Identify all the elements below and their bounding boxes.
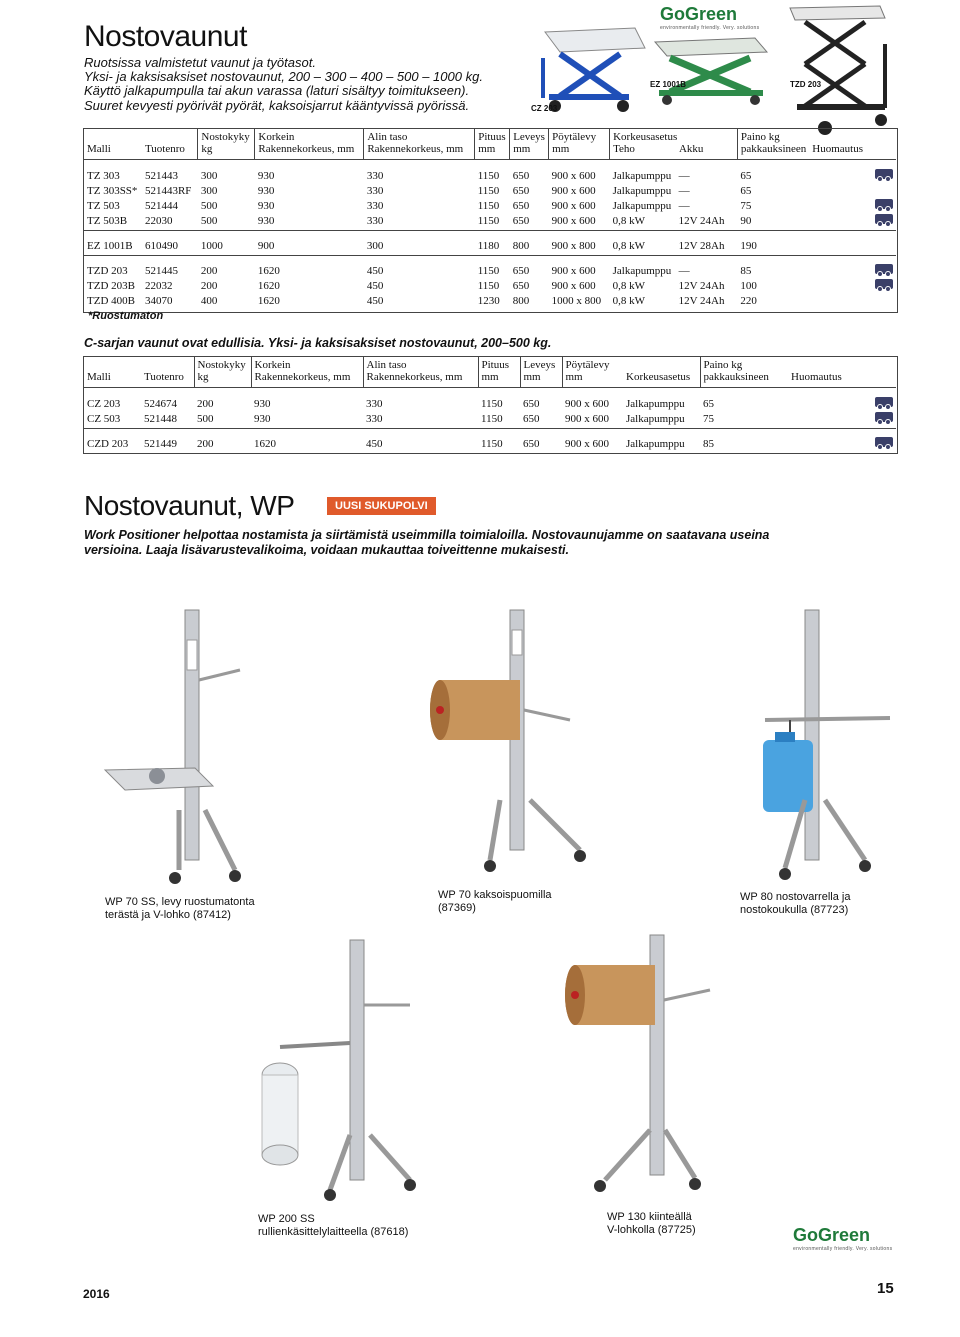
col-korkein: Korkein Rakennekorkeus, mm [255, 129, 364, 160]
table-cell: 521443RF [144, 185, 192, 197]
table-cell: 900 [257, 240, 275, 252]
table-cell: 200 [197, 398, 214, 410]
table-cell: 1620 [257, 265, 280, 277]
table-cell: CZ 503 [87, 413, 121, 425]
table-row [84, 292, 896, 307]
cz203-photo [525, 18, 650, 114]
table-cell: TZ 303 [87, 170, 120, 182]
table-cell: TZ 503 [87, 200, 120, 212]
remark-cell [809, 262, 896, 277]
table-cell: 1150 [481, 413, 503, 425]
table-cell: 450 [366, 265, 384, 277]
table-cell: 650 [512, 200, 530, 212]
table-cell: 900 x 600 [551, 215, 596, 227]
table-cell: 900 x 600 [565, 438, 609, 450]
table-row [84, 212, 896, 227]
header-separator-line [84, 388, 896, 396]
footnote: *Ruostumaton [88, 310, 164, 322]
remark-cell [788, 435, 896, 450]
table-cell: 200 [200, 265, 218, 277]
col-korkein: Korkein Rakennekorkeus, mm [251, 357, 363, 388]
remark-cell [809, 182, 896, 197]
wp130-photo [555, 930, 725, 1200]
table-row [84, 182, 896, 197]
table-cell: 900 x 600 [551, 170, 596, 182]
table-cell: 650 [512, 265, 530, 277]
table-cell: 900 x 600 [551, 200, 596, 212]
group-padding [84, 307, 896, 310]
table-cell: 90 [740, 215, 752, 227]
table-cell: 75 [703, 413, 714, 425]
table-row [84, 395, 896, 410]
table-cell: 1150 [477, 265, 500, 277]
table-cell: Jalkapumppu [612, 185, 672, 197]
year: 2016 [83, 1287, 110, 1301]
truck-icon [875, 169, 893, 179]
table-cell: Jalkapumppu [612, 265, 672, 277]
table-cell: 1150 [481, 438, 503, 450]
wp200ss-photo [240, 935, 440, 1205]
gogreen-logo-tagline: environmentally friendly. Very. solutions [660, 25, 760, 31]
table-cell: — [678, 200, 690, 212]
table-cell: 200 [197, 438, 214, 450]
table-cell: 900 x 600 [551, 185, 596, 197]
col-paino: Paino kg pakkauksineen [700, 357, 788, 388]
table-cell: 650 [512, 215, 530, 227]
truck-icon [875, 412, 893, 422]
table-cell: 1150 [477, 280, 500, 292]
table-cell: 450 [366, 295, 384, 307]
wp-section-title: Nostovaunut, WP [84, 490, 295, 521]
table-cell: 12V 24Ah [678, 280, 725, 292]
group-padding-cell [84, 307, 896, 310]
table-cell: 524674 [144, 398, 177, 410]
table-cell: 220 [740, 295, 757, 307]
col-leveys: Leveys mm [520, 357, 562, 388]
table-cell: 0,8 kW [612, 215, 645, 227]
table-cell: TZD 203 [87, 265, 128, 277]
table-cell: 330 [366, 413, 383, 425]
table-1-header-row [84, 129, 896, 160]
col-poytalevy: Pöytälevy mm [549, 129, 610, 160]
table-cell: 1180 [477, 240, 500, 252]
table-cell: 85 [740, 265, 752, 277]
table-cell: 900 x 600 [551, 280, 596, 292]
gogreen-logo-tagline: environmentally friendly. Very. solutions [793, 1246, 893, 1252]
table-cell: 521444 [144, 200, 178, 212]
table-cell: 930 [257, 215, 275, 227]
table-cell: Jalkapumppu [612, 170, 672, 182]
table-cell: 650 [512, 280, 530, 292]
gogreen-logo-text: GoGreen [793, 1225, 871, 1245]
table-cell: 930 [257, 170, 275, 182]
gogreen-logo-top [660, 4, 759, 31]
truck-icon [875, 279, 893, 289]
table-cell: 1620 [257, 280, 280, 292]
table-2-header-row [84, 357, 896, 388]
table-cell: 65 [740, 170, 752, 182]
table-cell: 330 [366, 170, 384, 182]
table-row [84, 435, 896, 450]
col-tuotenro: Tuotenro [144, 143, 185, 155]
table-cell: 1000 x 800 [551, 295, 602, 307]
table-cell: 521443 [144, 170, 178, 182]
table-cell: CZD 203 [87, 438, 129, 450]
intro-line: Käyttö jalkapumpulla tai akun varassa (laturi sisältyy toimitukseen). [84, 83, 470, 99]
remark-cell [809, 277, 896, 292]
table-cell: 65 [703, 398, 714, 410]
col-paino: Paino kg pakkauksineen [737, 129, 809, 160]
table-cell: 1150 [477, 215, 500, 227]
caption-wp130: WP 130 kiinteällä V-lohkolla (87725) [607, 1211, 696, 1236]
table-row [84, 410, 896, 425]
table-cell: 521449 [144, 438, 177, 450]
table-cell: 85 [703, 438, 714, 450]
col-pituus: Pituus mm [475, 129, 510, 160]
table-cell: 75 [740, 200, 752, 212]
table-cell: 330 [366, 200, 384, 212]
header-separator [84, 160, 896, 168]
table-cell: 400 [200, 295, 218, 307]
table-cell: 450 [366, 280, 384, 292]
table-cell: — [678, 185, 690, 197]
table-cell: 500 [200, 200, 218, 212]
group-padding [84, 450, 896, 453]
table-cell: — [678, 170, 690, 182]
table-cell: 190 [740, 240, 757, 252]
truck-icon [875, 199, 893, 209]
table-row [84, 167, 896, 182]
table-cell: 500 [197, 413, 214, 425]
table-row [84, 277, 896, 292]
col-huomautus: Huomautus [812, 143, 864, 155]
remark-cell [788, 410, 896, 425]
table-cell: 1150 [477, 170, 500, 182]
col-leveys: Leveys mm [510, 129, 549, 160]
table-2-heading: C-sarjan vaunut ovat edullisia. Yksi- ja kaksisaksiset nostovaunut, 200–500 kg. [84, 336, 552, 350]
table-cell: 900 x 600 [565, 413, 609, 425]
col-nostokyky: Nostokyky kg [198, 129, 255, 160]
table-cell: 650 [523, 438, 540, 450]
tzd203-label: TZD 203 [790, 80, 822, 89]
table-cell: 900 x 600 [565, 398, 609, 410]
page-number: 15 [877, 1280, 894, 1297]
wp70ss-photo [95, 600, 275, 890]
table-cell: TZD 400B [87, 295, 135, 307]
table-cell: 330 [366, 215, 384, 227]
table-cell: 930 [257, 185, 275, 197]
truck-icon [875, 264, 893, 274]
col-malli: Malli [87, 371, 111, 383]
table-cell: 100 [740, 280, 757, 292]
table-cell: 650 [512, 185, 530, 197]
table-cell: TZ 303SS* [87, 185, 138, 197]
col-poytalevy: Pöytälevy mm [562, 357, 623, 388]
remark-cell [809, 167, 896, 182]
gogreen-logo-bottom [793, 1225, 892, 1252]
table-row [84, 262, 896, 277]
table-cell: 12V 28Ah [678, 240, 725, 252]
table-cell: 500 [200, 215, 218, 227]
table-cell: Jalkapumppu [626, 438, 685, 450]
gogreen-logo-text: GoGreen [660, 4, 738, 24]
caption-wp80: WP 80 nostovarrella ja nostokoukulla (87723) [740, 891, 851, 916]
truck-icon [875, 397, 893, 407]
header-separator [84, 388, 896, 396]
truck-icon [875, 214, 893, 224]
table-cell: 1150 [477, 185, 500, 197]
table-cell: 1000 [200, 240, 223, 252]
group-padding-cell [84, 450, 896, 453]
table-cell: 300 [200, 170, 218, 182]
table-cell: EZ 1001B [87, 240, 133, 252]
tzd203-photo [785, 4, 897, 140]
remark-cell [788, 395, 896, 410]
table-cell: Jalkapumppu [626, 413, 685, 425]
table-cell: 800 [512, 295, 530, 307]
table-cell: 521445 [144, 265, 178, 277]
col-tuotenro: Tuotenro [144, 371, 184, 383]
intro-line: Suuret kevyesti pyörivät pyörät, kaksoisjarrut kääntyvissä pyörissä. [84, 97, 470, 113]
table-cell: 1620 [257, 295, 280, 307]
ez1001b-photo [645, 28, 775, 108]
table-cell: 12V 24Ah [678, 295, 725, 307]
table-cell: — [678, 265, 690, 277]
table-cell: 0,8 kW [612, 240, 645, 252]
table-cell: 300 [366, 240, 384, 252]
truck-icon [875, 437, 893, 447]
table-cell: 1620 [254, 438, 276, 450]
remark-cell [809, 197, 896, 212]
table-cell: 930 [257, 200, 275, 212]
col-alin: Alin taso Rakennekorkeus, mm [364, 129, 475, 160]
table-cell: 65 [740, 185, 752, 197]
table-cell: Jalkapumppu [612, 200, 672, 212]
ez1001b-label: EZ 1001B [650, 80, 687, 89]
remark-cell [809, 212, 896, 227]
table-cell: TZ 503B [87, 215, 128, 227]
table-cell: 650 [512, 170, 530, 182]
col-huomautus: Huomautus [791, 371, 842, 383]
table-cell: 650 [523, 398, 540, 410]
header-separator-line [84, 160, 896, 168]
col-nostokyky: Nostokyky kg [194, 357, 251, 388]
col-alin: Alin taso Rakennekorkeus, mm [363, 357, 478, 388]
intro-text [84, 56, 504, 113]
col-malli: Malli [87, 143, 111, 155]
table-cell: 930 [254, 398, 271, 410]
table-cell: 521448 [144, 413, 177, 425]
intro-line: Ruotsissa valmistetut vaunut ja työtasot. [84, 55, 316, 70]
table-cell: TZD 203B [87, 280, 135, 292]
table-cell: 800 [512, 240, 530, 252]
table-cell: 0,8 kW [612, 280, 645, 292]
col-korkeusasetus: Korkeusasetus [626, 371, 691, 383]
table-cell: 1150 [481, 398, 503, 410]
wp80-photo [745, 600, 895, 890]
table-cell: 300 [200, 185, 218, 197]
table-cell: 12V 24Ah [678, 215, 725, 227]
caption-wp70ss: WP 70 SS, levy ruostumatonta terästä ja V-lohko (87412) [105, 896, 255, 921]
table-cell: CZ 203 [87, 398, 121, 410]
table-cell: 930 [254, 413, 271, 425]
table-cell: 450 [366, 438, 383, 450]
cz203-label: CZ 203 [531, 104, 558, 113]
caption-wp200ss: WP 200 SS rullienkäsittelylaitteella (87618) [258, 1213, 409, 1238]
wp-description: Work Positioner helpottaa nostamista ja siirtämistä useimmilla toimialoilla. Nostovaunujamme on saatavana useina versioina. Laaja lisävarustevalikoima, voidaan mukauttaa toiveittenne mukaisesti. [84, 528, 770, 557]
wp70-photo [420, 600, 620, 880]
table-cell: 900 x 600 [551, 265, 596, 277]
table-cell: 900 x 800 [551, 240, 596, 252]
spec-table-1 [84, 129, 896, 310]
new-generation-badge: UUSI SUKUPOLVI [327, 497, 436, 515]
col-korkeusasetus: Korkeusasetus Teho Akku [610, 129, 738, 160]
intro-line: Yksi- ja kaksisaksiset nostovaunut, 200 – 300 – 400 – 500 – 1000 kg. [84, 69, 483, 85]
table-cell: 1150 [477, 200, 500, 212]
table-cell: 34070 [144, 295, 173, 307]
caption-wp70: WP 70 kaksoispuomilla (87369) [438, 889, 552, 914]
table-cell: 22032 [144, 280, 173, 292]
table-row [84, 197, 896, 212]
table-cell: 0,8 kW [612, 295, 645, 307]
page-title: Nostovaunut [84, 20, 247, 53]
table-cell: 610490 [144, 240, 178, 252]
table-cell: 650 [523, 413, 540, 425]
table-cell: 200 [200, 280, 218, 292]
remark-cell [809, 237, 896, 252]
remark-cell [809, 292, 896, 307]
spec-table-2 [84, 357, 896, 453]
table-cell: 1230 [477, 295, 500, 307]
table-cell: 22030 [144, 215, 173, 227]
col-pituus: Pituus mm [478, 357, 520, 388]
table-cell: 330 [366, 185, 384, 197]
table-row [84, 237, 896, 252]
table-cell: Jalkapumppu [626, 398, 685, 410]
table-cell: 330 [366, 398, 383, 410]
